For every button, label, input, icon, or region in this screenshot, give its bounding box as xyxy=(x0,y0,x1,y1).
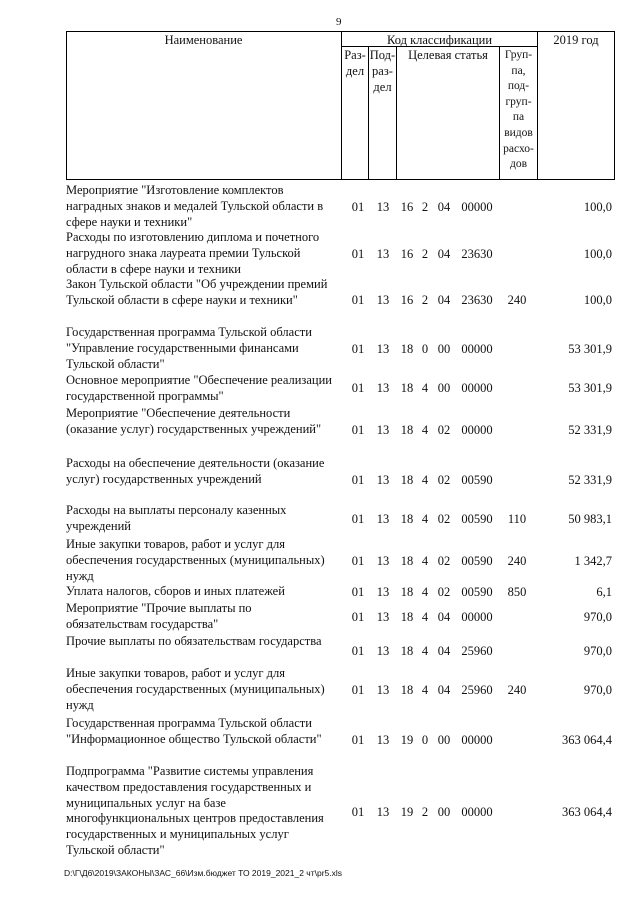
header-target: Целевая статья xyxy=(408,48,488,62)
expense-group-cell: 110 xyxy=(507,512,527,526)
row-name-line: (оказание услуг) государственных учреждений" xyxy=(66,421,322,436)
header-year: 2019 год xyxy=(553,33,599,47)
target-program-cell: 16 xyxy=(400,200,414,214)
target-activity-cell: 02 xyxy=(437,585,451,599)
amount-cell: 52 331,9 xyxy=(568,473,612,487)
row-name-line: государственных и муниципальных услуг xyxy=(66,827,289,842)
target-activity-cell: 04 xyxy=(437,644,451,658)
row-name-line: Основное мероприятие "Обеспечение реализации xyxy=(66,373,332,387)
target-direction-cell: 00590 xyxy=(461,473,493,487)
target-program-cell: 18 xyxy=(400,585,414,599)
target-subprogram-cell: 4 xyxy=(421,512,429,526)
podrazdel-cell: 13 xyxy=(376,805,390,819)
podrazdel-cell: 13 xyxy=(376,381,390,395)
row-name xyxy=(66,456,346,488)
target-subprogram-cell: 4 xyxy=(421,381,429,395)
podrazdel-cell: 13 xyxy=(376,342,390,356)
target-direction-cell: 25960 xyxy=(461,644,493,658)
target-subprogram-cell: 4 xyxy=(421,683,429,697)
row-name-line: муниципальных услуг на базе xyxy=(66,795,226,810)
row-name-line: обеспечения государственных (муниципальных) xyxy=(66,681,325,696)
razdel-cell: 01 xyxy=(351,554,365,568)
target-subprogram-cell: 4 xyxy=(421,585,429,599)
podrazdel-cell: 13 xyxy=(376,733,390,747)
row-name xyxy=(66,373,346,405)
row-name-line: Тульской области в сфере науки и техники" xyxy=(66,292,298,307)
row-name-line: Государственная программа Тульской области xyxy=(66,716,312,730)
row-name-line: нагрудного знака лауреата премии Тульской xyxy=(66,245,301,260)
target-subprogram-cell: 4 xyxy=(421,644,429,658)
amount-cell: 52 331,9 xyxy=(568,423,612,437)
razdel-cell: 01 xyxy=(351,610,365,624)
razdel-cell: 01 xyxy=(351,512,365,526)
target-program-cell: 18 xyxy=(400,423,414,437)
target-subprogram-cell: 2 xyxy=(421,247,429,261)
row-name-line: Прочие выплаты по обязательствам государства xyxy=(66,634,322,648)
target-direction-cell: 00000 xyxy=(461,200,493,214)
row-name xyxy=(66,634,346,650)
target-activity-cell: 00 xyxy=(437,733,451,747)
page-number: 9 xyxy=(336,16,342,28)
row-name-line: государственной программы" xyxy=(66,388,224,403)
target-activity-cell: 00 xyxy=(437,805,451,819)
row-name xyxy=(66,325,346,372)
razdel-cell: 01 xyxy=(351,683,365,697)
row-name-line: Иные закупки товаров, работ и услуг для xyxy=(66,537,286,551)
row-name xyxy=(66,503,346,535)
row-name-line: обязательствам государства" xyxy=(66,616,219,631)
row-name-line: Тульской области" xyxy=(66,842,165,857)
row-name-line: Расходы на выплаты персоналу казенных xyxy=(66,503,287,517)
razdel-cell: 01 xyxy=(351,805,365,819)
row-name-line: Мероприятие "Прочие выплаты по xyxy=(66,601,252,615)
amount-cell: 50 983,1 xyxy=(568,512,612,526)
amount-cell: 6,1 xyxy=(596,585,612,599)
table-header xyxy=(66,31,615,180)
razdel-cell: 01 xyxy=(351,585,365,599)
row-name xyxy=(66,230,346,277)
row-name-line: учреждений xyxy=(66,518,131,533)
target-activity-cell: 00 xyxy=(437,342,451,356)
podrazdel-cell: 13 xyxy=(376,423,390,437)
target-subprogram-cell: 2 xyxy=(421,293,429,307)
razdel-cell: 01 xyxy=(351,733,365,747)
target-direction-cell: 00590 xyxy=(461,585,493,599)
target-direction-cell: 00000 xyxy=(461,733,493,747)
podrazdel-cell: 13 xyxy=(376,247,390,261)
razdel-cell: 01 xyxy=(351,293,365,307)
row-name-line: Расходы на обеспечение деятельности (оказание xyxy=(66,456,325,470)
expense-group-cell: 240 xyxy=(507,293,527,307)
row-name-line: Мероприятие "Изготовление комплектов xyxy=(66,183,284,197)
row-name-line: Подпрограмма "Развитие системы управления xyxy=(66,764,314,778)
row-name-line: сфере науки и техники" xyxy=(66,214,193,229)
podrazdel-cell: 13 xyxy=(376,554,390,568)
podrazdel-cell: 13 xyxy=(376,200,390,214)
target-direction-cell: 00000 xyxy=(461,805,493,819)
podrazdel-cell: 13 xyxy=(376,610,390,624)
target-program-cell: 19 xyxy=(400,805,414,819)
row-name xyxy=(66,277,346,309)
target-program-cell: 18 xyxy=(400,554,414,568)
expense-group-cell: 850 xyxy=(507,585,527,599)
target-activity-cell: 02 xyxy=(437,512,451,526)
row-name xyxy=(66,666,346,713)
razdel-cell: 01 xyxy=(351,473,365,487)
target-subprogram-cell: 4 xyxy=(421,473,429,487)
row-name xyxy=(66,764,346,859)
amount-cell: 363 064,4 xyxy=(562,805,612,819)
razdel-cell: 01 xyxy=(351,423,365,437)
target-direction-cell: 25960 xyxy=(461,683,493,697)
target-activity-cell: 04 xyxy=(437,247,451,261)
row-name-line: многофункциональных центров предоставления xyxy=(66,811,324,826)
target-subprogram-cell: 4 xyxy=(421,554,429,568)
row-name xyxy=(66,584,346,600)
row-name xyxy=(66,601,346,633)
target-program-cell: 18 xyxy=(400,512,414,526)
row-name-line: обеспечения государственных (муниципальных) xyxy=(66,552,325,567)
target-direction-cell: 00000 xyxy=(461,342,493,356)
amount-cell: 53 301,9 xyxy=(568,381,612,395)
row-name-line: "Информационное общество Тульской области" xyxy=(66,731,322,746)
target-program-cell: 18 xyxy=(400,683,414,697)
target-program-cell: 18 xyxy=(400,610,414,624)
amount-cell: 970,0 xyxy=(583,610,612,624)
target-activity-cell: 04 xyxy=(437,200,451,214)
razdel-cell: 01 xyxy=(351,342,365,356)
row-name-line: "Управление государственными финансами xyxy=(66,340,299,355)
file-path-footer: D:\Г\Д6\2019\ЗАКОНЫ\ЗАС_66\Изм.бюджет ТО 2019_2021_2 чт\pr5.xls xyxy=(64,868,343,878)
row-name xyxy=(66,716,346,748)
target-direction-cell: 00000 xyxy=(461,381,493,395)
target-activity-cell: 00 xyxy=(437,381,451,395)
target-program-cell: 18 xyxy=(400,342,414,356)
podrazdel-cell: 13 xyxy=(376,473,390,487)
target-direction-cell: 00590 xyxy=(461,512,493,526)
target-activity-cell: 02 xyxy=(437,423,451,437)
row-name-line: Государственная программа Тульской области xyxy=(66,325,312,339)
target-program-cell: 18 xyxy=(400,644,414,658)
target-subprogram-cell: 2 xyxy=(421,805,429,819)
row-name-line: области в сфере науки и техники xyxy=(66,261,241,276)
row-name-line: Тульской области" xyxy=(66,356,165,371)
header-podrazdel: Под- раз- дел xyxy=(369,48,396,94)
row-name-line: нужд xyxy=(66,697,94,712)
row-name-line: наградных знаков и медалей Тульской области в xyxy=(66,198,324,213)
amount-cell: 100,0 xyxy=(583,200,612,214)
amount-cell: 100,0 xyxy=(583,247,612,261)
target-activity-cell: 04 xyxy=(437,683,451,697)
target-program-cell: 18 xyxy=(400,381,414,395)
row-name-line: Мероприятие "Обеспечение деятельности xyxy=(66,406,291,420)
header-code: Код классификации xyxy=(386,33,493,47)
row-name-line: Иные закупки товаров, работ и услуг для xyxy=(66,666,286,680)
target-subprogram-cell: 0 xyxy=(421,733,429,747)
razdel-cell: 01 xyxy=(351,247,365,261)
target-direction-cell: 23630 xyxy=(461,247,493,261)
row-name xyxy=(66,183,346,230)
row-name-line: качеством предоставления государственных и xyxy=(66,779,312,794)
expense-group-cell: 240 xyxy=(507,554,527,568)
amount-cell: 970,0 xyxy=(583,683,612,697)
expense-group-cell: 240 xyxy=(507,683,527,697)
target-activity-cell: 02 xyxy=(437,554,451,568)
target-direction-cell: 00000 xyxy=(461,423,493,437)
target-program-cell: 16 xyxy=(400,293,414,307)
amount-cell: 100,0 xyxy=(583,293,612,307)
target-activity-cell: 04 xyxy=(437,610,451,624)
amount-cell: 363 064,4 xyxy=(562,733,612,747)
target-activity-cell: 04 xyxy=(437,293,451,307)
target-subprogram-cell: 0 xyxy=(421,342,429,356)
target-direction-cell: 00000 xyxy=(461,610,493,624)
target-direction-cell: 00590 xyxy=(461,554,493,568)
row-name xyxy=(66,537,346,584)
amount-cell: 1 342,7 xyxy=(574,554,612,568)
header-group: Груп- па, под- груп- па видов расхо- дов xyxy=(503,49,534,171)
podrazdel-cell: 13 xyxy=(376,644,390,658)
target-program-cell: 19 xyxy=(400,733,414,747)
row-name-line: услуг) государственных учреждений xyxy=(66,471,262,486)
amount-cell: 970,0 xyxy=(583,644,612,658)
target-program-cell: 16 xyxy=(400,247,414,261)
row-name-line: нужд xyxy=(66,568,94,583)
podrazdel-cell: 13 xyxy=(376,293,390,307)
target-direction-cell: 23630 xyxy=(461,293,493,307)
row-name-line: Закон Тульской области "Об учреждении премий xyxy=(66,277,328,291)
podrazdel-cell: 13 xyxy=(376,683,390,697)
target-subprogram-cell: 4 xyxy=(421,423,429,437)
target-program-cell: 18 xyxy=(400,473,414,487)
target-subprogram-cell: 4 xyxy=(421,610,429,624)
podrazdel-cell: 13 xyxy=(376,512,390,526)
razdel-cell: 01 xyxy=(351,644,365,658)
row-name-line: Уплата налогов, сборов и иных платежей xyxy=(66,584,285,598)
podrazdel-cell: 13 xyxy=(376,585,390,599)
target-activity-cell: 02 xyxy=(437,473,451,487)
amount-cell: 53 301,9 xyxy=(568,342,612,356)
header-name: Наименование xyxy=(164,33,243,47)
razdel-cell: 01 xyxy=(351,200,365,214)
row-name xyxy=(66,406,346,438)
target-subprogram-cell: 2 xyxy=(421,200,429,214)
row-name-line: Расходы по изготовлению диплома и почетного xyxy=(66,230,320,244)
header-razdel: Раз- дел xyxy=(344,48,366,78)
razdel-cell: 01 xyxy=(351,381,365,395)
